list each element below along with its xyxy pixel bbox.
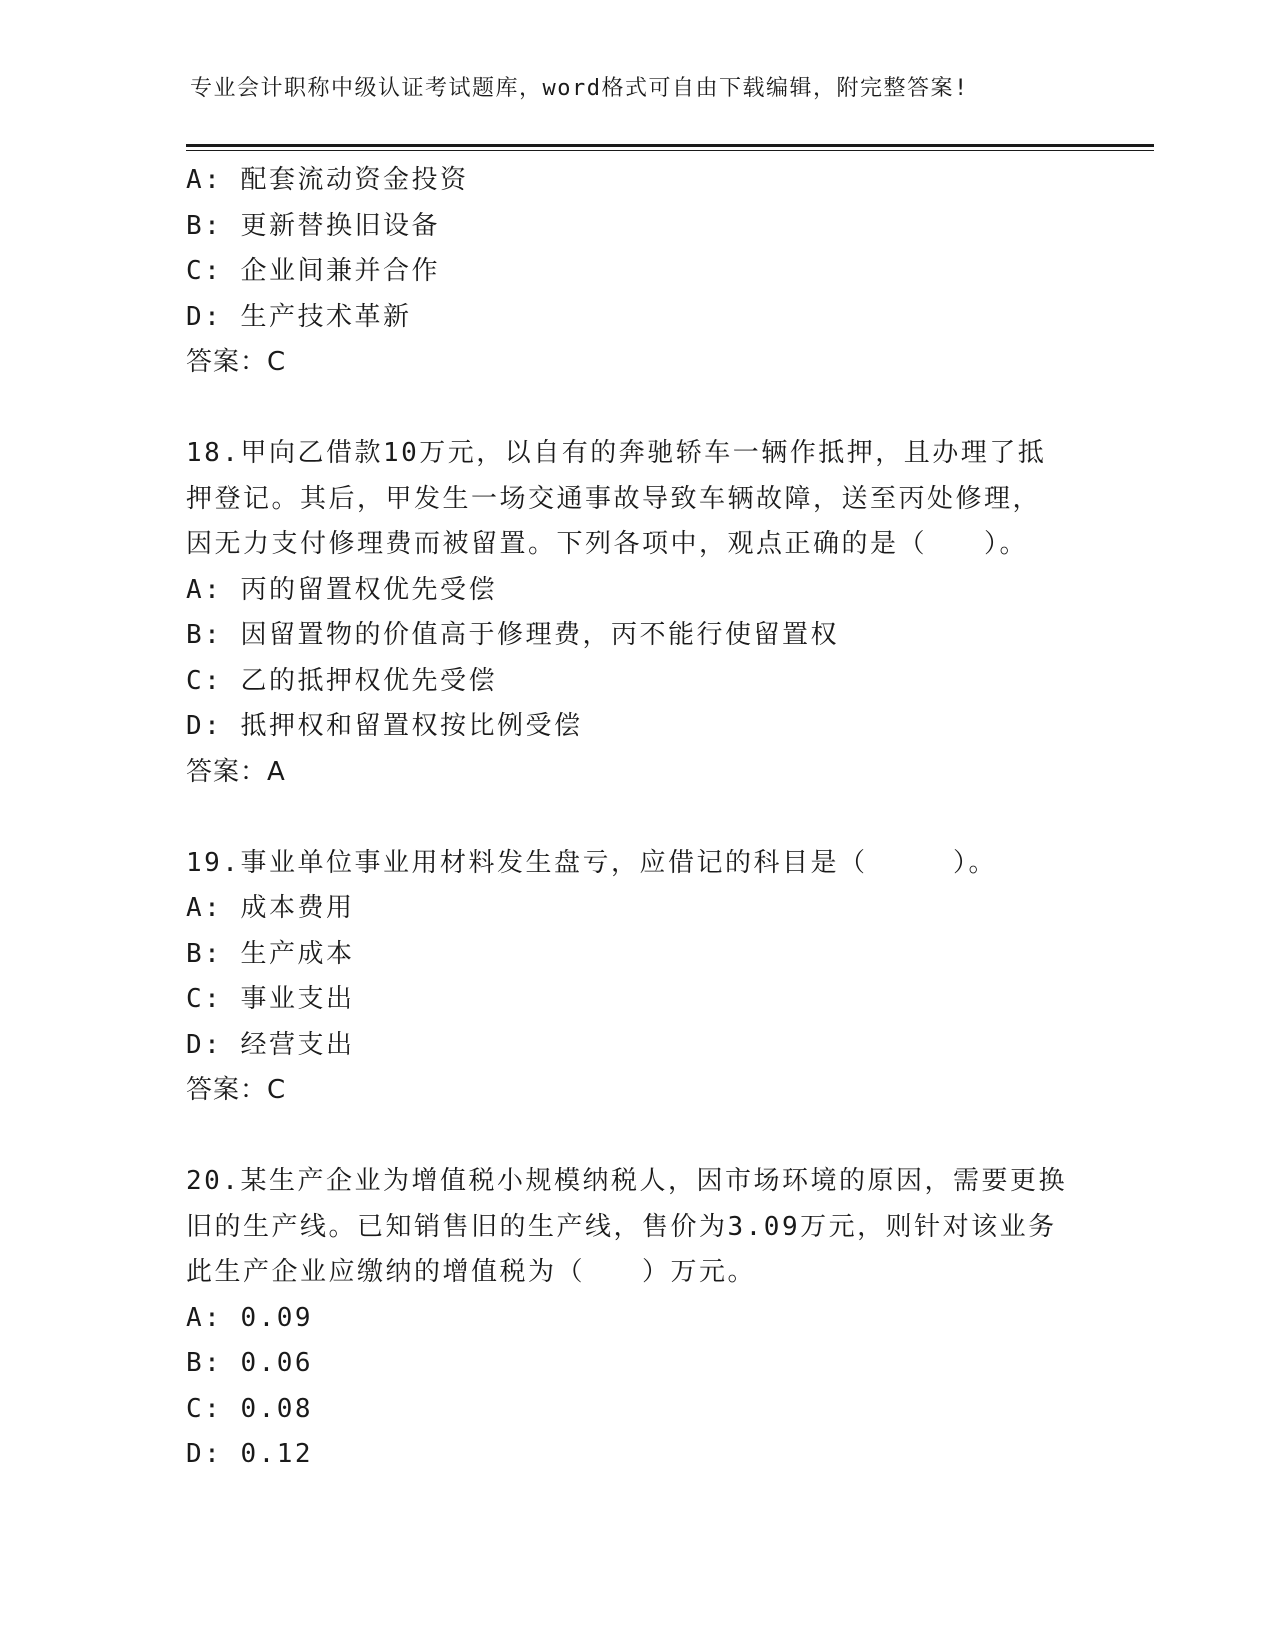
question-stem-line: 旧的生产线。已知销售旧的生产线，售价为3.09万元，则针对该业务 (186, 1211, 1057, 1242)
header-divider-thin (186, 150, 1154, 151)
question-stem-line: 18.甲向乙借款10万元，以自有的奔驰轿车一辆作抵押，且办理了抵 (186, 438, 1047, 468)
spacer (186, 795, 1086, 841)
option-d: D: 0.12 (186, 1439, 314, 1469)
question-block-19 (186, 841, 1086, 1114)
question-stem-line: 19.事业单位事业用材料发生盘亏，应借记的科目是（ ）。 (186, 847, 997, 878)
spacer (186, 1114, 1086, 1160)
option-a: A: 配套流动资金投资 (186, 165, 469, 195)
question-block-20 (186, 1159, 1086, 1478)
option-b: B: 0.06 (186, 1348, 314, 1378)
option-a: A: 0.09 (186, 1302, 314, 1333)
option-d: D: 抵押权和留置权按比例受偿 (186, 711, 583, 741)
option-c: C: 乙的抵押权优先受偿 (186, 665, 497, 696)
option-c: C: 0.08 (186, 1393, 314, 1424)
spacer (186, 386, 1086, 432)
question-stem-line: 此生产企业应缴纳的增值税为（ ）万元。 (186, 1257, 757, 1287)
option-b: B: 生产成本 (186, 938, 355, 969)
header-divider-thick (186, 144, 1154, 147)
option-b: B: 因留置物的价值高于修理费，丙不能行使留置权 (186, 620, 839, 650)
option-d: D: 生产技术革新 (186, 301, 412, 332)
answer-line: 答案：C (186, 347, 287, 377)
option-b: B: 更新替换旧设备 (186, 210, 440, 241)
answer-line: 答案：A (186, 756, 286, 787)
question-stem-line: 因无力支付修理费而被留置。下列各项中，观点正确的是（ ）。 (186, 529, 1029, 559)
option-c: C: 企业间兼并合作 (186, 256, 440, 286)
option-c: C: 事业支出 (186, 984, 355, 1014)
document-body (186, 158, 1086, 1478)
answer-line: 答案：C (186, 1075, 287, 1105)
page-header: 专业会计职称中级认证考试题库，word格式可自由下载编辑，附完整答案! (190, 76, 969, 101)
option-a: A: 成本费用 (186, 893, 355, 923)
question-block-18 (186, 431, 1086, 795)
question-stem-line: 押登记。其后，甲发生一场交通事故导致车辆故障，送至丙处修理， (186, 483, 1042, 514)
option-a: A: 丙的留置权优先受偿 (186, 574, 497, 605)
question-block-17 (186, 158, 1086, 386)
question-stem-line: 20.某生产企业为增值税小规模纳税人，因市场环境的原因，需要更换 (186, 1166, 1067, 1196)
option-d: D: 经营支出 (186, 1029, 355, 1060)
